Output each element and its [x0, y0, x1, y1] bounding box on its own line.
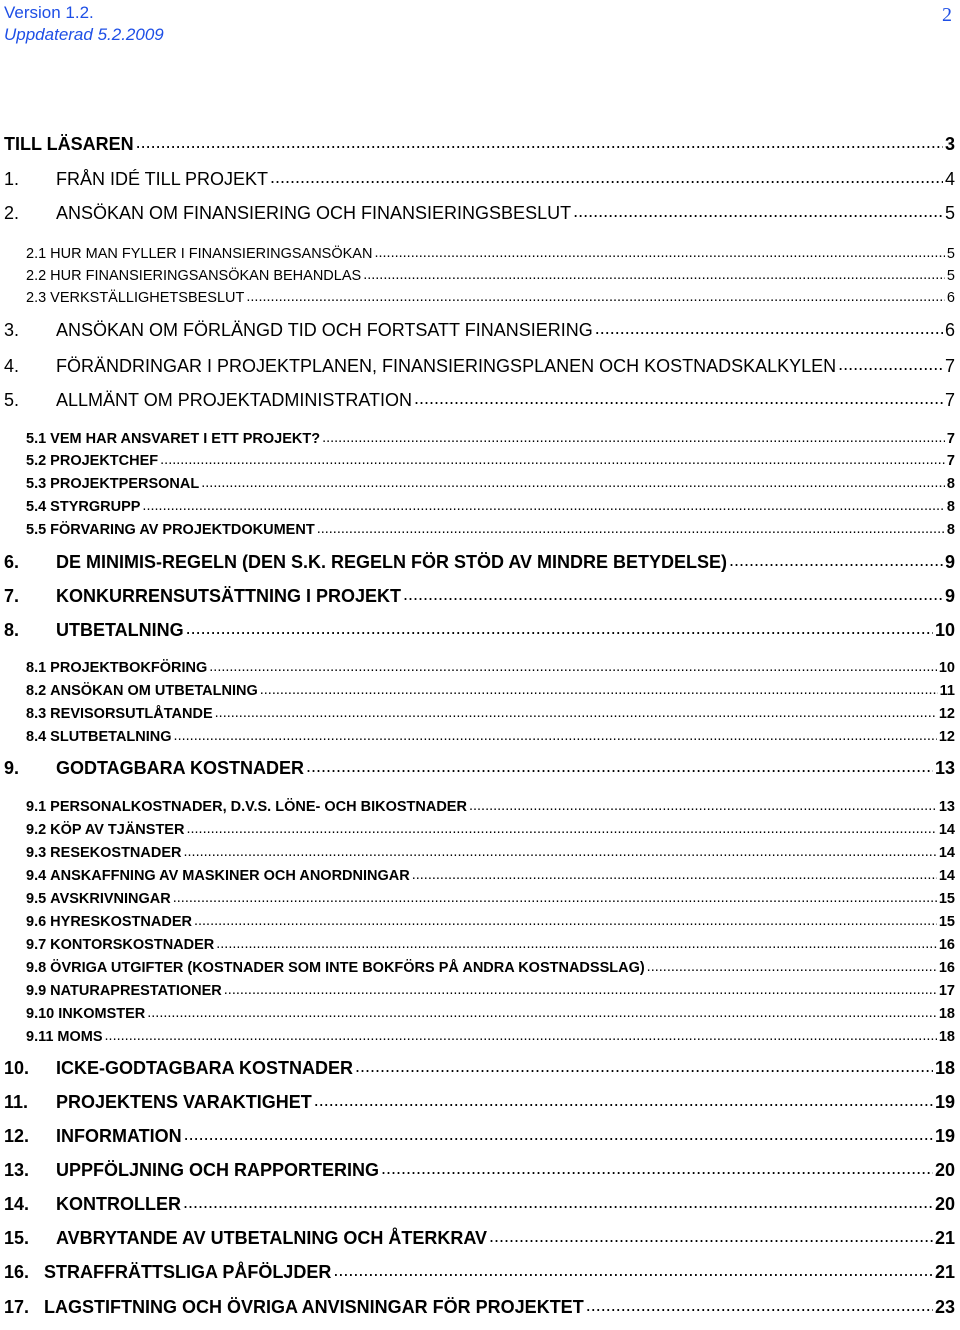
toc-entry[interactable]	[4, 550, 955, 573]
toc-entry-number: 13.	[4, 1160, 30, 1180]
toc-entry-page: 18	[934, 1058, 955, 1078]
toc-entry-page: 14	[938, 867, 955, 884]
toc-entry-number: 7.	[4, 586, 20, 606]
toc-entry-number: 8.3	[26, 705, 47, 722]
toc-entry-title: KONTORSKOSTNADER	[50, 936, 215, 953]
toc-leader-dots	[306, 756, 933, 774]
toc-leader-dots	[215, 703, 937, 718]
toc-entry[interactable]	[4, 1124, 955, 1147]
toc-leader-dots	[224, 980, 937, 995]
toc-entry-title: REVISORSUTLÅTANDE	[50, 705, 213, 722]
toc-entry[interactable]	[4, 1226, 955, 1249]
toc-entry-title: FRÅN IDÉ TILL PROJEKT	[56, 169, 269, 189]
toc-entry-title: KONTROLLER	[56, 1194, 181, 1214]
toc-leader-dots	[136, 132, 943, 150]
toc-entry-number: 8.4	[26, 728, 47, 745]
toc-entry-title: VEM HAR ANSVARET I ETT PROJEKT?	[50, 430, 321, 447]
toc-entry-page: 15	[938, 913, 955, 930]
toc-entry-number: 9.3	[26, 844, 47, 861]
toc-leader-dots	[595, 318, 943, 336]
toc-leader-dots	[412, 865, 937, 880]
toc-entry-number: 3.	[4, 320, 20, 340]
toc-entry-title: ICKE-GODTAGBARA KOSTNADER	[56, 1058, 353, 1078]
toc-leader-dots	[209, 657, 937, 672]
toc-leader-dots	[333, 1260, 933, 1278]
toc-entry[interactable]	[26, 865, 955, 884]
toc-entry[interactable]	[26, 243, 955, 262]
toc-entry-title: ANSÖKAN OM UTBETALNING	[50, 682, 258, 699]
toc-entry[interactable]	[26, 842, 955, 861]
toc-leader-dots	[374, 243, 944, 258]
toc-entry[interactable]	[4, 388, 955, 411]
toc-leader-dots	[173, 888, 937, 903]
toc-entry-number: 9.	[4, 758, 20, 778]
toc-leader-dots	[246, 287, 945, 302]
toc-entry-number: 5.4	[26, 498, 47, 515]
toc-entry[interactable]	[26, 726, 955, 745]
toc-entry-title: LAGSTIFTNING OCH ÖVRIGA ANVISNINGAR FÖR PROJEKTET	[44, 1297, 584, 1317]
toc-entry-title: UPPFÖLJNING OCH RAPPORTERING	[56, 1160, 380, 1180]
toc-entry[interactable]	[26, 657, 955, 676]
toc-entry[interactable]	[4, 756, 955, 779]
toc-entry-title: KONKURRENSUTSÄTTNING I PROJEKT	[56, 586, 402, 606]
toc-entry-page: 18	[938, 1005, 955, 1022]
toc-entry-title: PROJEKTCHEF	[50, 452, 159, 469]
toc-leader-dots	[314, 1090, 933, 1108]
toc-entry[interactable]	[26, 450, 955, 469]
toc-entry-number: 4.	[4, 356, 20, 376]
toc-entry[interactable]	[4, 1295, 955, 1318]
toc-entry-page: 16	[938, 936, 955, 953]
toc-entry-title: RESEKOSTNADER	[50, 844, 182, 861]
toc-entry[interactable]	[4, 584, 955, 607]
toc-leader-dots	[183, 1192, 933, 1210]
toc-entry-page: 8	[946, 498, 955, 515]
toc-entry-page: 19	[934, 1126, 955, 1146]
toc-entry[interactable]	[26, 1026, 955, 1045]
toc-entry-title: GODTAGBARA KOSTNADER	[56, 758, 304, 778]
toc-entry-page: 13	[934, 758, 955, 778]
toc-entry[interactable]	[26, 980, 955, 999]
toc-leader-dots	[105, 1026, 937, 1041]
toc-leader-dots	[381, 1158, 933, 1176]
toc-entry-title: PERSONALKOSTNADER, D.V.S. LÖNE- OCH BIKOSTNADER	[50, 798, 467, 815]
toc-entry-title: FÖRÄNDRINGAR I PROJEKTPLANEN, FINANSIERINGSPLANEN OCH KOSTNADSKALKYLEN	[56, 356, 837, 376]
version-label: Version 1.2.	[4, 3, 94, 22]
toc-leader-dots	[186, 819, 936, 834]
toc-entry-number: 9.7	[26, 936, 47, 953]
toc-entry[interactable]	[26, 819, 955, 838]
toc-entry-page: 16	[938, 959, 955, 976]
toc-entry-number: 9.9	[26, 982, 47, 999]
toc-entry-number: 8.1	[26, 659, 47, 676]
toc-entry[interactable]	[26, 428, 955, 447]
toc-leader-dots	[403, 584, 943, 602]
toc-entry-page: 21	[934, 1262, 955, 1282]
toc-entry-title: PROJEKTBOKFÖRING	[50, 659, 208, 676]
toc-entry-page: 21	[934, 1228, 955, 1248]
toc-leader-dots	[355, 1056, 933, 1074]
toc-entry-page: 8	[946, 521, 955, 538]
toc-leader-dots	[489, 1226, 933, 1244]
toc-entry-number: 10.	[4, 1058, 30, 1078]
toc-entry-page: 5	[944, 203, 955, 223]
toc-entry-page: 5	[946, 245, 955, 262]
toc-entry[interactable]	[4, 1056, 955, 1079]
toc-entry-title: ALLMÄNT OM PROJEKTADMINISTRATION	[56, 390, 413, 410]
toc-entry[interactable]	[26, 911, 955, 930]
toc-entry[interactable]	[26, 680, 955, 699]
toc-entry-page: 19	[934, 1092, 955, 1112]
toc-entry[interactable]	[4, 132, 955, 155]
toc-entry-page: 10	[938, 659, 955, 676]
toc-entry[interactable]	[4, 1090, 955, 1113]
toc-entry-number: 9.1	[26, 798, 47, 815]
toc-leader-dots	[260, 680, 938, 695]
toc-leader-dots	[573, 201, 943, 219]
toc-entry-number: 16.	[4, 1262, 30, 1282]
toc-entry-page: 17	[938, 982, 955, 999]
toc-entry-title: PROJEKTPERSONAL	[50, 475, 200, 492]
toc-entry-title: NATURAPRESTATIONER	[50, 982, 222, 999]
toc-entry-page: 7	[944, 356, 955, 376]
toc-entry[interactable]	[26, 703, 955, 722]
toc-entry[interactable]	[4, 167, 955, 190]
toc-entry[interactable]	[26, 473, 955, 492]
toc-entry-title: HYRESKOSTNADER	[50, 913, 192, 930]
toc-entry-page: 10	[934, 620, 955, 640]
toc-entry-number: 9.11	[26, 1028, 54, 1045]
toc-entry-title: DE MINIMIS-REGELN (DEN S.K. REGELN FÖR STÖD AV MINDRE BETYDELSE)	[56, 552, 728, 572]
toc-leader-dots	[838, 354, 943, 372]
toc-entry-number: 2.3	[26, 289, 47, 306]
toc-entry-number: 2.	[4, 203, 20, 223]
toc-entry-title: SLUTBETALNING	[50, 728, 172, 745]
toc-entry-title: VERKSTÄLLIGHETSBESLUT	[50, 289, 245, 306]
toc-entry-number: 5.1	[26, 430, 47, 447]
toc-entry-title: ÖVRIGA UTGIFTER (KOSTNADER SOM INTE BOKFÖRS PÅ ANDRA KOSTNADSSLAG)	[50, 959, 645, 976]
toc-leader-dots	[216, 934, 937, 949]
toc-entry-page: 7	[944, 390, 955, 410]
toc-entry-page: 4	[944, 169, 955, 189]
toc-entry-number: 2.1	[26, 245, 47, 262]
toc-entry-title: INFORMATION	[56, 1126, 182, 1146]
toc-entry-title: AVSKRIVNINGAR	[50, 890, 171, 907]
updated-date: Uppdaterad 5.2.2009	[4, 25, 164, 44]
toc-leader-dots	[647, 957, 937, 972]
toc-leader-dots	[174, 726, 937, 741]
toc-entry[interactable]	[26, 496, 955, 515]
toc-leader-dots	[160, 450, 945, 465]
toc-entry-number: 17.	[4, 1297, 30, 1317]
toc-entry[interactable]	[26, 287, 955, 306]
toc-entry-number: 9.8	[26, 959, 47, 976]
toc-entry-number: 1.	[4, 169, 20, 189]
toc-leader-dots	[142, 496, 945, 511]
toc-entry[interactable]	[4, 1192, 955, 1215]
toc-entry-page: 12	[938, 728, 955, 745]
toc-entry-number: 2.2	[26, 267, 47, 284]
toc-leader-dots	[322, 428, 945, 443]
toc-leader-dots	[414, 388, 943, 406]
toc-leader-dots	[270, 167, 943, 185]
toc-entry[interactable]	[4, 1260, 955, 1283]
toc-entry-page: 7	[946, 452, 955, 469]
toc-entry-title: HUR FINANSIERINGSANSÖKAN BEHANDLAS	[50, 267, 362, 284]
toc-entry[interactable]	[4, 201, 955, 224]
toc-entry-number: 11.	[4, 1092, 29, 1112]
toc-entry-number: 5.3	[26, 475, 47, 492]
toc-entry-page: 20	[934, 1160, 955, 1180]
toc-leader-dots	[184, 1124, 933, 1142]
toc-entry[interactable]	[26, 796, 955, 815]
toc-entry-page: 14	[938, 844, 955, 861]
toc-entry[interactable]	[26, 888, 955, 907]
toc-leader-dots	[184, 842, 937, 857]
toc-entry[interactable]	[4, 618, 955, 641]
toc-leader-dots	[194, 911, 937, 926]
toc-entry-page: 3	[944, 134, 955, 154]
toc-leader-dots	[729, 550, 943, 568]
toc-entry-page: 7	[946, 430, 955, 447]
toc-entry-number: 9.10	[26, 1005, 55, 1022]
toc-entry-number: 5.	[4, 390, 20, 410]
toc-entry-page: 23	[934, 1297, 955, 1317]
toc-entry-title: PROJEKTENS VARAKTIGHET	[56, 1092, 312, 1112]
toc-leader-dots	[363, 265, 945, 280]
toc-entry-page: 13	[938, 798, 955, 815]
toc-entry-number: 5.5	[26, 521, 47, 538]
toc-entry-title: KÖP AV TJÄNSTER	[50, 821, 185, 838]
toc-entry-title: AVBRYTANDE AV UTBETALNING OCH ÅTERKRAV	[56, 1228, 487, 1248]
toc-entry-number: 9.4	[26, 867, 47, 884]
toc-entry-page: 18	[938, 1028, 955, 1045]
toc-entry-number: 8.2	[26, 682, 47, 699]
toc-entry[interactable]	[26, 934, 955, 953]
toc-entry-page: 12	[938, 705, 955, 722]
toc-entry[interactable]	[4, 354, 955, 377]
toc-entry-page: 14	[938, 821, 955, 838]
toc-entry[interactable]	[26, 957, 955, 976]
toc-entry-number: 8.	[4, 620, 20, 640]
toc-entry[interactable]	[26, 265, 955, 284]
toc-entry-title: ANSKAFFNING AV MASKINER OCH ANORDNINGAR	[50, 867, 410, 884]
toc-entry[interactable]	[26, 1003, 955, 1022]
toc-entry-page: 6	[946, 289, 955, 306]
toc-leader-dots	[586, 1295, 933, 1313]
toc-entry-number: 15.	[4, 1228, 30, 1248]
toc-entry[interactable]	[4, 318, 955, 341]
toc-entry[interactable]	[26, 519, 955, 538]
toc-entry-page: 5	[946, 267, 955, 284]
toc-entry-number: 9.2	[26, 821, 47, 838]
toc-entry-title: FÖRVARING AV PROJEKTDOKUMENT	[50, 521, 315, 538]
toc-entry-number: 5.2	[26, 452, 47, 469]
toc-leader-dots	[201, 473, 945, 488]
toc-entry-number: 6.	[4, 552, 20, 572]
toc-entry-number: 9.5	[26, 890, 47, 907]
toc-entry-title: ANSÖKAN OM FÖRLÄNGD TID OCH FORTSATT FINANSIERING	[56, 320, 593, 340]
toc-entry-page: 9	[944, 586, 955, 606]
toc-entry-page: 8	[946, 475, 955, 492]
toc-entry-page: 20	[934, 1194, 955, 1214]
toc-entry-title: INKOMSTER	[58, 1005, 146, 1022]
toc-leader-dots	[186, 618, 933, 636]
toc-entry-title: STRAFFRÄTTSLIGA PÅFÖLJDER	[44, 1262, 332, 1282]
toc-entry-page: 11	[939, 682, 955, 699]
toc-entry-page: 6	[944, 320, 955, 340]
document-header	[4, 2, 164, 46]
toc-entry-title: UTBETALNING	[56, 620, 184, 640]
toc-entry-title: MOMS	[57, 1028, 103, 1045]
toc-leader-dots	[317, 519, 945, 534]
toc-entry-title: TILL LÄSAREN	[4, 134, 134, 154]
toc-entry-title: ANSÖKAN OM FINANSIERING OCH FINANSIERINGSBESLUT	[56, 203, 572, 223]
toc-entry-title: STYRGRUPP	[50, 498, 141, 515]
toc-entry-title: HUR MAN FYLLER I FINANSIERINGSANSÖKAN	[50, 245, 373, 262]
toc-entry-number: 12.	[4, 1126, 30, 1146]
toc-leader-dots	[147, 1003, 937, 1018]
toc-entry-number: 9.6	[26, 913, 47, 930]
toc-entry[interactable]	[4, 1158, 955, 1181]
page-number: 2	[942, 4, 952, 26]
toc-entry-number: 14.	[4, 1194, 30, 1214]
toc-entry-page: 9	[944, 552, 955, 572]
toc-leader-dots	[469, 796, 937, 811]
toc-entry-page: 15	[938, 890, 955, 907]
